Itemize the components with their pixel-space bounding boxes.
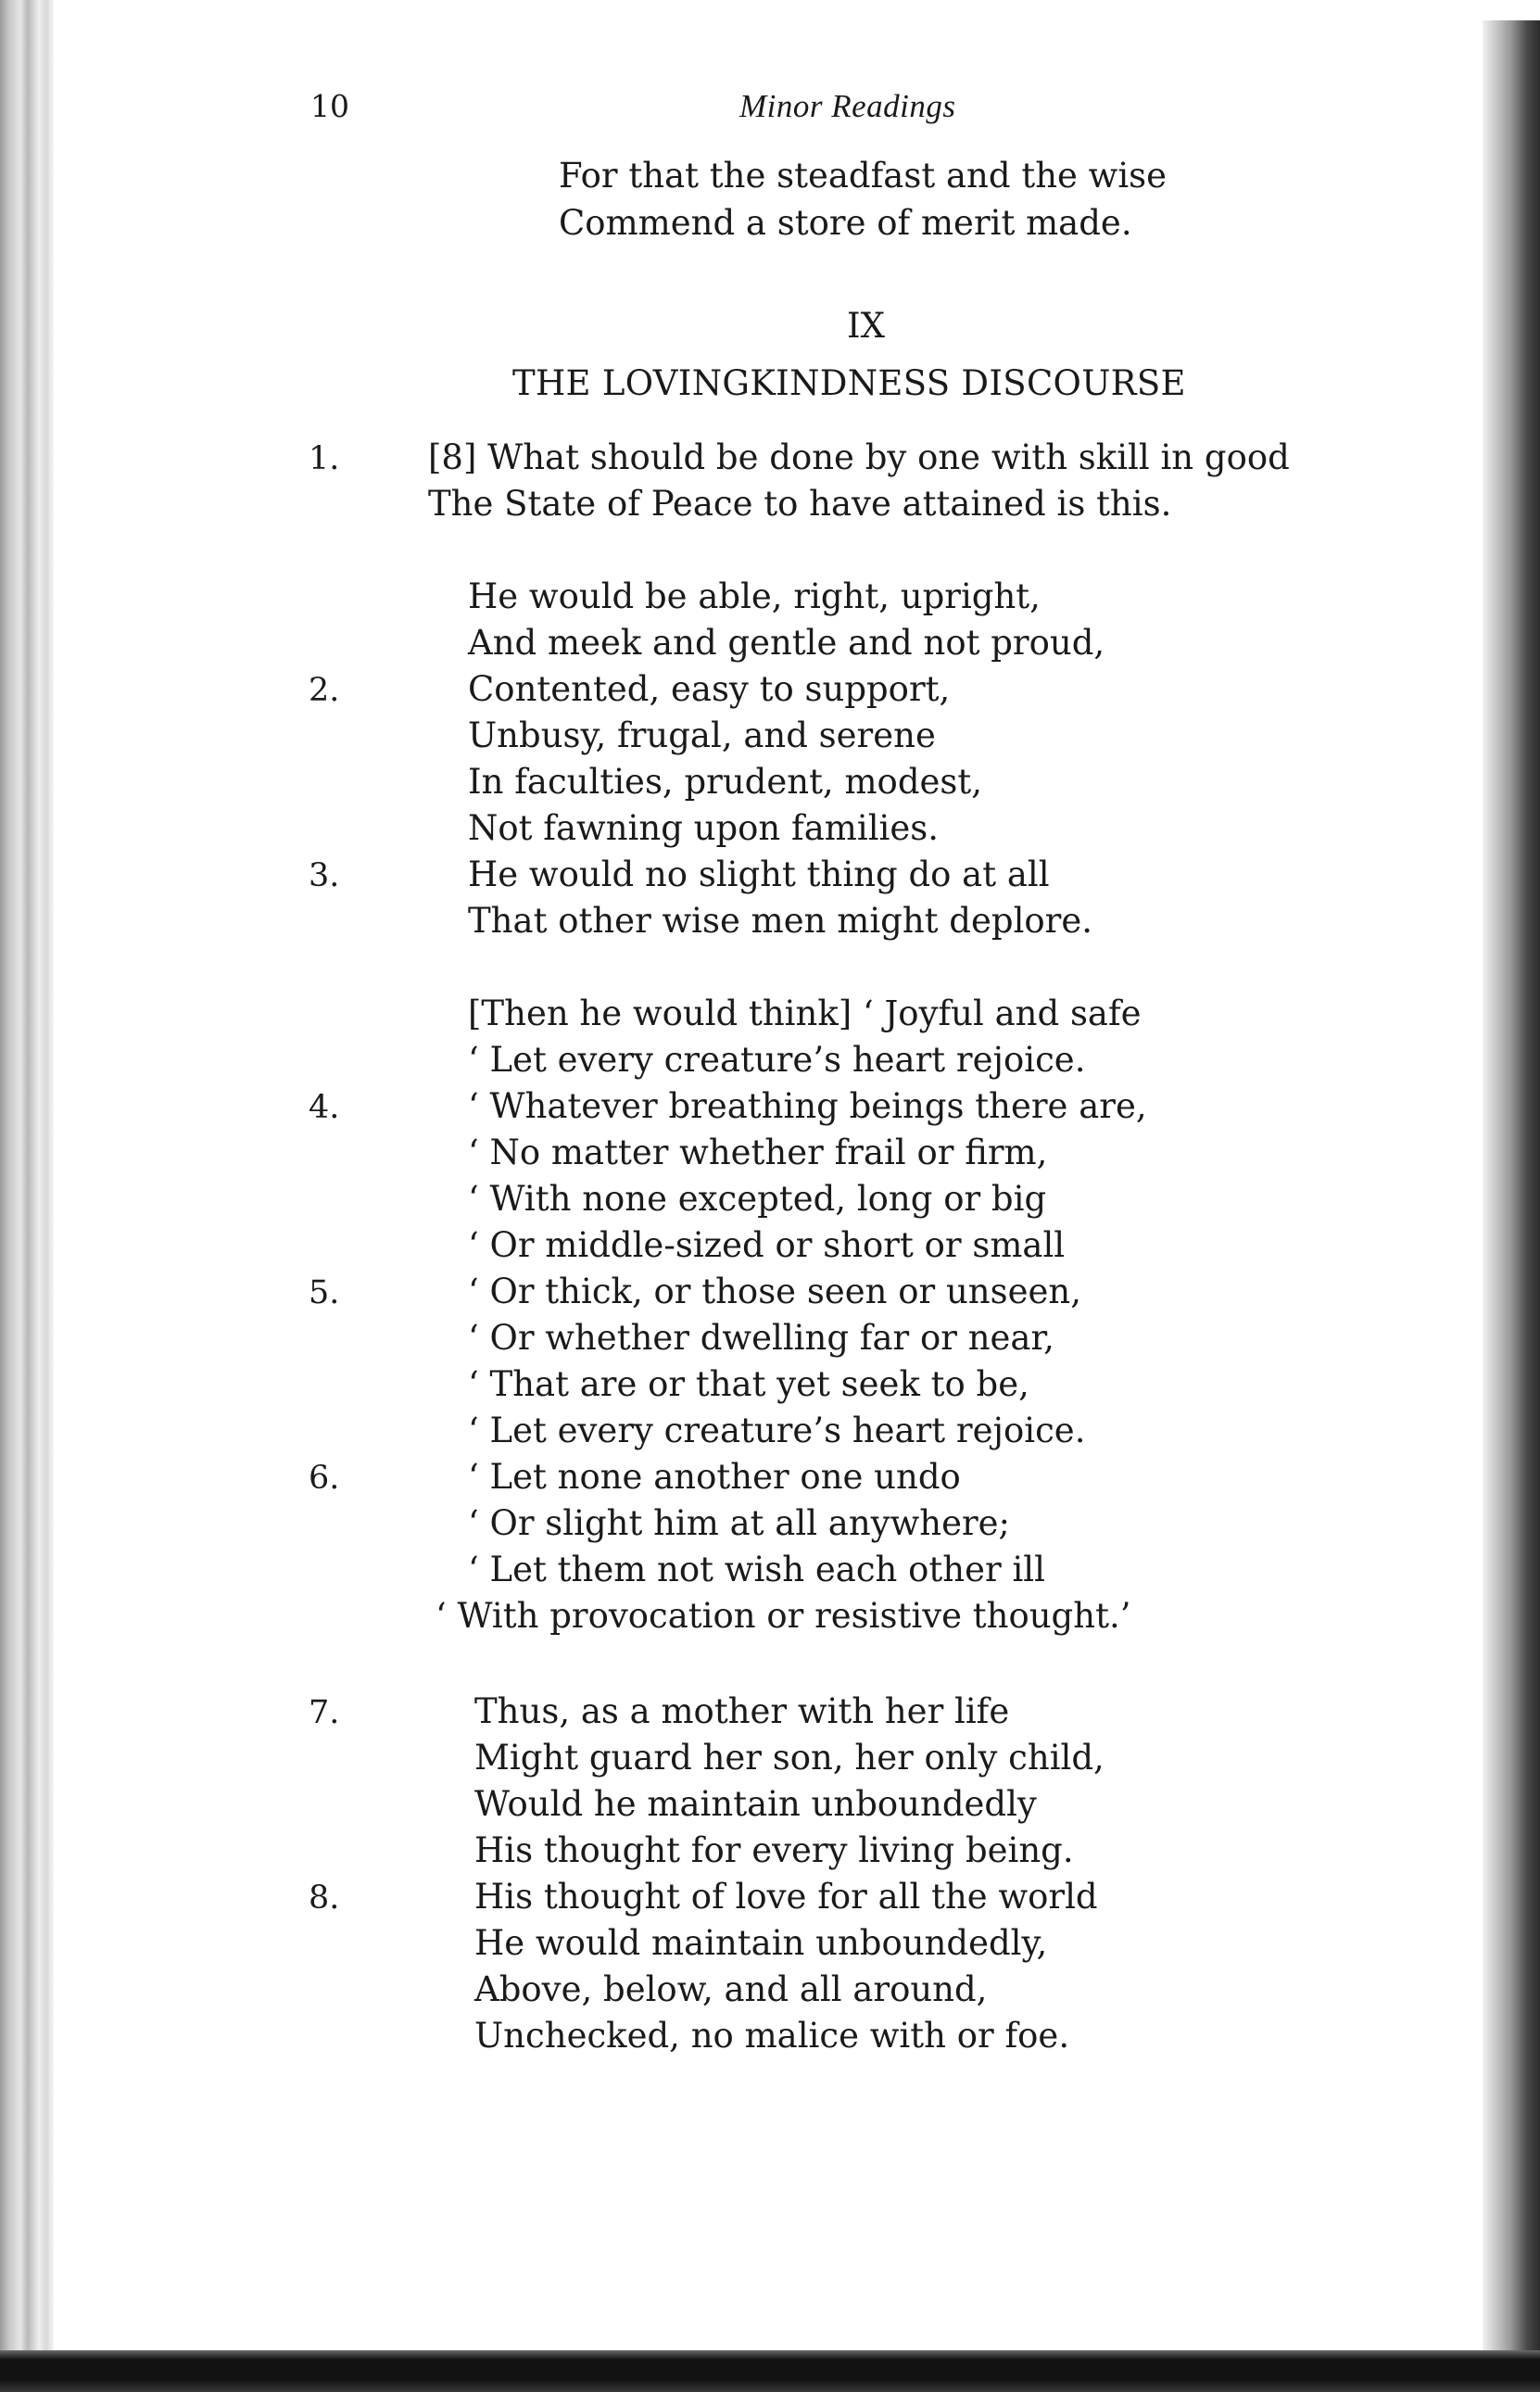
text-line: ‘ Or middle-sized or short or small xyxy=(468,1225,1066,1265)
text-line: ‘ Whatever breathing beings there are, xyxy=(468,1086,1147,1126)
text-line: ‘ Let every creature’s heart rejoice. xyxy=(468,1411,1086,1450)
text-line: ‘ Let every creature’s heart rejoice. xyxy=(468,1040,1086,1080)
text-line: ‘ Let them not wish each other ill xyxy=(468,1550,1045,1589)
scan-right-edge xyxy=(1483,19,1540,2392)
page-number: 10 xyxy=(310,88,349,124)
section-title: THE LOVINGKINDNESS DISCOURSE xyxy=(512,363,1186,403)
text-line: ‘ With none excepted, long or big xyxy=(468,1179,1047,1219)
text-line: And meek and gentle and not proud, xyxy=(468,623,1105,663)
text-line: ‘ Or whether dwelling far or near, xyxy=(468,1318,1054,1358)
verse-number: 5. xyxy=(309,1274,340,1311)
text-line: ‘ With provocation or resistive thought.’ xyxy=(435,1596,1131,1636)
scan-left-edge xyxy=(0,0,54,2392)
text-line: His thought for every living being. xyxy=(474,1830,1074,1870)
text-line: Thus, as a mother with her life xyxy=(474,1691,1010,1731)
text-line: ‘ Let none another one undo xyxy=(468,1457,961,1497)
verse-number: 1. xyxy=(309,440,340,477)
text-line: Not fawning upon families. xyxy=(468,808,940,848)
text-line: He would maintain unboundedly, xyxy=(474,1923,1048,1963)
verse-number: 8. xyxy=(309,1879,340,1917)
text-line: ‘ Or slight him at all anywhere; xyxy=(468,1503,1011,1543)
scan-top-right-gap xyxy=(1445,0,1540,20)
running-head: Minor Readings xyxy=(739,88,956,124)
text-line: Unchecked, no malice with or foe. xyxy=(474,2016,1070,2056)
text-line: He would be able, right, upright, xyxy=(468,576,1041,616)
text-line: ‘ Or thick, or those seen or unseen, xyxy=(468,1272,1081,1311)
text-line: Would he maintain unboundedly xyxy=(474,1784,1037,1824)
text-line: Might guard her son, her only child, xyxy=(474,1738,1105,1778)
text-line: Above, below, and all around, xyxy=(474,1969,988,2009)
text-line: ‘ That are or that yet seek to be, xyxy=(468,1364,1029,1404)
text-line: Commend a store of merit made. xyxy=(559,203,1132,243)
verse-number: 2. xyxy=(309,672,340,709)
scan-bottom-edge xyxy=(0,2350,1540,2392)
verse-number: 6. xyxy=(309,1460,340,1497)
text-line: In faculties, prudent, modest, xyxy=(468,762,983,802)
text-line: His thought of love for all the world xyxy=(474,1877,1098,1917)
text-line: For that the steadfast and the wise xyxy=(559,156,1168,196)
text-line: ‘ No matter whether frail or firm, xyxy=(468,1133,1048,1172)
verse-number: 7. xyxy=(309,1694,340,1731)
text-line: He would no slight thing do at all xyxy=(468,854,1050,894)
text-line: The State of Peace to have attained is this. xyxy=(428,484,1172,524)
text-line: That other wise men might deplore. xyxy=(468,901,1093,941)
text-line: Contented, easy to support, xyxy=(468,669,951,709)
section-number: IX xyxy=(847,306,885,346)
text-line: Unbusy, frugal, and serene xyxy=(468,715,936,755)
verse-number: 4. xyxy=(309,1089,340,1126)
verse-number: 3. xyxy=(309,857,340,894)
text-line: [8] What should be done by one with skill in good xyxy=(428,437,1290,477)
text-line: [Then he would think] ‘ Joyful and safe xyxy=(468,994,1142,1033)
